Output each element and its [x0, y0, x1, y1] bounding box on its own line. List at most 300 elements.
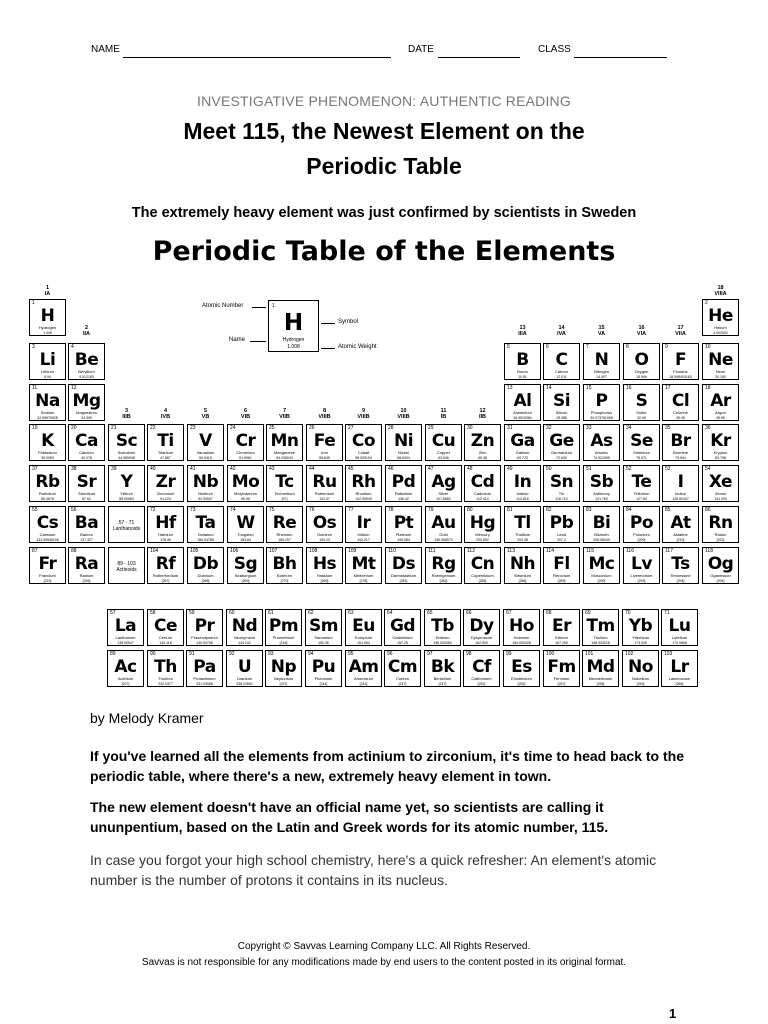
element-name: Iodine — [675, 491, 686, 496]
element-number: 92 — [229, 651, 235, 657]
element-number: 66 — [466, 610, 472, 616]
element-cell-pr — [186, 609, 223, 646]
element-weight: 140.90766 — [196, 641, 213, 645]
element-symbol: Sc — [115, 431, 138, 451]
element-cell-yb — [622, 609, 659, 646]
element-symbol: Pm — [268, 616, 299, 636]
element-weight: 180.94788 — [197, 538, 214, 542]
element-symbol: Ag — [431, 472, 456, 492]
group-number: 18 — [717, 285, 724, 291]
element-number: 82 — [546, 507, 552, 513]
element-symbol: Nh — [509, 554, 536, 574]
element-cell-ca — [68, 424, 105, 461]
element-number: 8 — [626, 344, 629, 350]
element-cell-cl — [662, 384, 699, 421]
element-cell-mg — [68, 384, 105, 421]
element-weight: [294] — [716, 579, 725, 583]
element-number: 9 — [665, 344, 668, 350]
element-weight: [247] — [438, 682, 447, 686]
element-cell-in — [504, 465, 541, 502]
arrow-icon — [321, 348, 335, 349]
element-cell-n — [583, 343, 620, 380]
element-weight: 20.180 — [715, 375, 726, 379]
element-cell-lr — [661, 650, 698, 687]
element-name: Polonium — [633, 532, 650, 537]
element-number: 97 — [427, 651, 433, 657]
element-cell-np — [265, 650, 302, 687]
element-cell-mn — [266, 424, 303, 461]
element-name: Radium — [79, 573, 94, 578]
element-name: Hydrogen — [38, 325, 57, 330]
class-field[interactable] — [574, 57, 667, 58]
element-name: Neptunium — [273, 676, 294, 681]
element-name: Bohrium — [277, 573, 292, 578]
element-name: Lawrencium — [668, 676, 691, 681]
group-number: 17 — [677, 325, 684, 331]
element-cell-ru — [306, 465, 343, 502]
element-weight: 6.94 — [44, 375, 51, 379]
element-number: 49 — [507, 466, 513, 472]
element-name: Krypton — [713, 450, 728, 455]
element-name: Strontium — [77, 491, 96, 496]
element-cell-tb — [424, 609, 461, 646]
element-name: Beryllium — [78, 369, 95, 374]
group-number: 8 — [322, 408, 327, 414]
element-number: 110 — [388, 548, 396, 554]
element-name: Dysprosium — [470, 635, 493, 640]
element-weight: 167.259 — [555, 641, 568, 645]
element-symbol: Ac — [114, 657, 137, 677]
element-cell-rf — [147, 547, 184, 584]
placeholder-label: Actinoids — [116, 567, 137, 573]
element-number: 112 — [467, 548, 475, 554]
element-cell-bi — [583, 506, 620, 543]
element-weight: [281] — [399, 579, 408, 583]
element-symbol: V — [199, 431, 212, 451]
element-cell-hs — [306, 547, 343, 584]
group-number: 11 — [440, 408, 447, 414]
group-number: 14 — [558, 325, 565, 331]
element-weight: [251] — [477, 682, 486, 686]
element-weight: 107.8682 — [436, 497, 451, 501]
element-name: Erbium — [555, 635, 568, 640]
group-label-1 — [29, 285, 66, 297]
group-roman: IA — [44, 291, 51, 297]
element-name: Rhodium — [355, 491, 372, 496]
element-number: 30 — [467, 425, 473, 431]
element-symbol: Ra — [74, 554, 99, 574]
key-name: Hydrogen — [282, 337, 305, 343]
element-weight: 30.973761998 — [590, 416, 613, 420]
element-cell-ir — [345, 506, 382, 543]
element-name: Copernicium — [471, 573, 494, 578]
element-weight: [286] — [518, 579, 527, 583]
element-number: 96 — [387, 651, 393, 657]
group-label-7 — [266, 408, 303, 420]
element-weight: 200.592 — [476, 538, 489, 542]
element-cell-u — [226, 650, 263, 687]
element-weight: 106.42 — [398, 497, 409, 501]
element-weight: 112.414 — [476, 497, 489, 501]
element-number: 73 — [190, 507, 196, 513]
element-weight: [227] — [121, 682, 130, 686]
element-weight: 63.546 — [438, 456, 449, 460]
element-number: 54 — [705, 466, 711, 472]
element-name: Zinc — [478, 450, 487, 455]
group-roman: VIB — [240, 414, 251, 420]
element-cell-la — [107, 609, 144, 646]
element-cell-mt — [345, 547, 382, 584]
element-symbol: K — [41, 431, 54, 451]
element-cell-fl — [543, 547, 580, 584]
element-number: 93 — [268, 651, 274, 657]
element-cell-ho — [503, 609, 540, 646]
element-weight: [269] — [241, 579, 250, 583]
element-weight: 40.078 — [81, 456, 92, 460]
element-cell-sr — [68, 465, 105, 502]
group-number: 15 — [598, 325, 605, 331]
element-name: Meitnerium — [353, 573, 374, 578]
element-name: Seaborgium — [234, 573, 257, 578]
element-name: Copper — [436, 450, 451, 455]
paragraph-2: The new element doesn't have an official name yet, so scientists are calling it ununpentium, based on the Latin and Greek words for its atomic number, 115. — [90, 799, 609, 835]
element-name: Antimony — [593, 491, 610, 496]
key-atomic-number-label: Atomic Number — [202, 303, 244, 309]
element-symbol: Er — [552, 616, 571, 636]
element-cell-ne — [702, 343, 739, 380]
element-weight: [293] — [637, 579, 646, 583]
element-cell-lu — [661, 609, 698, 646]
element-number: 102 — [625, 651, 634, 657]
element-name: Phosphorus — [590, 410, 613, 415]
element-weight: 118.710 — [555, 497, 568, 501]
element-weight: 10.81 — [518, 375, 527, 379]
element-name: Calcium — [79, 450, 94, 455]
element-weight: 178.49 — [160, 538, 171, 542]
element-weight: 55.845 — [319, 456, 330, 460]
element-weight: 18.998403163 — [669, 375, 692, 379]
element-cell-cf — [463, 650, 500, 687]
element-number: 77 — [348, 507, 354, 513]
element-number: 58 — [150, 610, 156, 616]
element-weight: [269] — [320, 579, 329, 583]
element-weight: [145] — [279, 641, 288, 645]
element-name: Boron — [517, 369, 528, 374]
element-weight: 183.84 — [240, 538, 251, 542]
element-number: 37 — [32, 466, 38, 472]
element-number: 22 — [150, 425, 156, 431]
element-symbol: Cn — [470, 554, 495, 574]
element-number: 72 — [150, 507, 156, 513]
element-symbol: Al — [513, 391, 532, 411]
element-symbol: Kr — [710, 431, 731, 451]
element-cell-sc — [108, 424, 145, 461]
element-symbol: Fl — [553, 554, 570, 574]
element-cell-pb — [543, 506, 580, 543]
element-symbol: Pa — [193, 657, 216, 677]
element-name: Rubidium — [39, 491, 56, 496]
element-name: Hafnium — [158, 532, 173, 537]
element-number: 7 — [586, 344, 589, 350]
element-weight: 87.62 — [82, 497, 91, 501]
element-name: Holmium — [513, 635, 530, 640]
element-symbol: Bi — [592, 513, 611, 533]
element-number: 64 — [387, 610, 393, 616]
element-symbol: Cf — [472, 657, 491, 677]
element-number: 118 — [705, 548, 713, 554]
element-symbol: He — [708, 306, 733, 326]
element-cell-au — [425, 506, 462, 543]
element-weight: [257] — [557, 682, 566, 686]
arrow-icon — [321, 323, 335, 324]
date-field[interactable] — [438, 57, 520, 58]
element-name: Argon — [715, 410, 726, 415]
element-symbol: Tm — [586, 616, 615, 636]
element-cell-cu — [425, 424, 462, 461]
element-name: Rhenium — [276, 532, 293, 537]
group-roman: VIIIA — [714, 291, 727, 297]
element-cell-er — [543, 609, 580, 646]
element-cell-ce — [147, 609, 184, 646]
element-symbol: Am — [348, 657, 379, 677]
element-weight: [210] — [676, 538, 685, 542]
element-symbol: Pb — [549, 513, 574, 533]
element-symbol: La — [114, 616, 137, 636]
element-number: 101 — [585, 651, 594, 657]
element-name: Thulium — [593, 635, 608, 640]
element-number: 84 — [626, 507, 632, 513]
group-number: 9 — [361, 408, 366, 414]
element-weight: 127.60 — [636, 497, 647, 501]
element-name: Praseodymium — [191, 635, 218, 640]
element-symbol: Yb — [628, 616, 653, 636]
group-label-15 — [583, 325, 620, 337]
element-cell-gd — [384, 609, 421, 646]
element-name: Platinum — [395, 532, 412, 537]
element-weight: [289] — [557, 579, 566, 583]
element-number: 1 — [32, 300, 35, 306]
element-weight: 22.98976928 — [37, 416, 58, 420]
key-symbol: H — [283, 310, 304, 336]
element-name: Europium — [354, 635, 373, 640]
element-number: 65 — [427, 610, 433, 616]
element-name: Helium — [714, 325, 727, 330]
element-symbol: Cm — [387, 657, 418, 677]
element-weight: 204.38 — [517, 538, 528, 542]
element-symbol: Rg — [431, 554, 456, 574]
group-roman: VIIIB — [397, 414, 410, 420]
element-weight: 14.007 — [596, 375, 607, 379]
actinoids-placeholder — [108, 547, 145, 584]
element-symbol: C — [555, 350, 568, 370]
placeholder-range: 89 - 103 — [117, 561, 136, 567]
element-name: Tantalum — [197, 532, 214, 537]
element-name: Technetium — [274, 491, 295, 496]
element-weight: 132.90545196 — [36, 538, 59, 542]
group-label-3 — [108, 408, 145, 420]
element-symbol: Fr — [38, 554, 57, 574]
element-weight: [267] — [161, 579, 170, 583]
element-cell-pa — [186, 650, 223, 687]
element-weight: [294] — [676, 579, 685, 583]
element-name: Iridium — [357, 532, 370, 537]
element-cell-fm — [543, 650, 580, 687]
group-roman: VIIA — [675, 331, 686, 337]
key-atomic-weight-label: Atomic Weight — [338, 344, 377, 350]
element-name: Zirconium — [156, 491, 175, 496]
element-symbol: Ne — [708, 350, 733, 370]
element-cell-s — [623, 384, 660, 421]
element-cell-rh — [345, 465, 382, 502]
element-symbol: Sn — [549, 472, 574, 492]
element-weight: [247] — [398, 682, 407, 686]
element-symbol: Hf — [155, 513, 176, 533]
element-cell-hg — [464, 506, 501, 543]
element-weight: 168.934218 — [591, 641, 610, 645]
element-symbol: Bh — [272, 554, 297, 574]
element-symbol: S — [635, 391, 648, 411]
element-name: Samarium — [314, 635, 333, 640]
element-number: 26 — [309, 425, 315, 431]
element-number: 51 — [586, 466, 592, 472]
element-name: Ytterbium — [631, 635, 650, 640]
element-cell-fr — [29, 547, 66, 584]
element-weight: 231.03588 — [196, 682, 213, 686]
element-cell-ds — [385, 547, 422, 584]
element-number: 75 — [269, 507, 275, 513]
element-number: 80 — [467, 507, 473, 513]
element-symbol: Mt — [351, 554, 376, 574]
element-number: 91 — [189, 651, 195, 657]
disclaimer-notice: Savvas is not responsible for any modifications made by end users to the content posted in its original format. — [141, 957, 627, 968]
element-symbol: Zr — [155, 472, 176, 492]
element-weight: 164.930328 — [512, 641, 531, 645]
element-symbol: I — [677, 472, 684, 492]
element-cell-cd — [464, 465, 501, 502]
element-cell-bk — [424, 650, 461, 687]
element-symbol: Tl — [514, 513, 531, 533]
element-weight: 208.98040 — [593, 538, 610, 542]
group-roman: IVA — [557, 331, 566, 337]
element-name: Dubnium — [197, 573, 214, 578]
element-name: Mendelevium — [588, 676, 613, 681]
element-name: Magnesium — [76, 410, 97, 415]
element-weight: [237] — [279, 682, 288, 686]
element-symbol: N — [594, 350, 609, 370]
element-name: Francium — [39, 573, 56, 578]
element-cell-eu — [345, 609, 382, 646]
element-symbol: Sg — [233, 554, 258, 574]
element-cell-sb — [583, 465, 620, 502]
element-weight: [258] — [596, 682, 605, 686]
element-cell-tl — [504, 506, 541, 543]
element-number: 55 — [32, 507, 38, 513]
element-number: 4 — [71, 344, 74, 350]
element-weight: 15.999 — [636, 375, 647, 379]
element-weight: 207.2 — [557, 538, 566, 542]
element-symbol: Ru — [312, 472, 337, 492]
element-name: Silver — [438, 491, 449, 496]
element-number: 50 — [546, 466, 552, 472]
element-symbol: Ga — [510, 431, 535, 451]
element-name: Cobalt — [357, 450, 370, 455]
element-number: 5 — [507, 344, 510, 350]
element-name: Nobelium — [632, 676, 649, 681]
element-cell-at — [662, 506, 699, 543]
element-cell-si — [543, 384, 580, 421]
element-number: 56 — [71, 507, 77, 513]
element-symbol: Rn — [708, 513, 733, 533]
element-cell-ra — [68, 547, 105, 584]
element-number: 69 — [585, 610, 591, 616]
element-number: 106 — [230, 548, 239, 554]
element-symbol: Mn — [270, 431, 299, 451]
element-weight: 79.904 — [675, 456, 686, 460]
element-number: 79 — [428, 507, 434, 513]
element-cell-as — [583, 424, 620, 461]
group-label-11 — [425, 408, 462, 420]
element-symbol: Og — [707, 554, 734, 574]
element-weight: 162.500 — [475, 641, 488, 645]
element-symbol: Cr — [235, 431, 256, 451]
element-name: Tellurium — [633, 491, 650, 496]
group-number: 1 — [45, 285, 50, 291]
element-cell-th — [147, 650, 184, 687]
element-symbol: Tb — [431, 616, 454, 636]
element-name: Potassium — [38, 450, 57, 455]
element-weight: 47.867 — [160, 456, 171, 460]
key-symbol-label: Symbol — [338, 319, 359, 325]
element-number: 100 — [546, 651, 555, 657]
element-name: Neon — [715, 369, 726, 374]
element-weight: 126.90447 — [672, 497, 689, 501]
element-cell-mo — [227, 465, 264, 502]
group-label-14 — [543, 325, 580, 337]
element-symbol: F — [674, 350, 687, 370]
element-number: 16 — [626, 385, 632, 391]
element-number: 15 — [586, 385, 592, 391]
element-weight: 65.38 — [478, 456, 487, 460]
element-cell-pt — [385, 506, 422, 543]
element-weight: 50.9415 — [199, 456, 212, 460]
element-cell-no — [622, 650, 659, 687]
element-symbol: Ti — [157, 431, 174, 451]
element-weight: 1.008 — [43, 331, 52, 335]
element-cell-li — [29, 343, 66, 380]
element-symbol: Pt — [393, 513, 414, 533]
group-roman: VIIIB — [318, 414, 331, 420]
name-field[interactable] — [123, 57, 391, 58]
element-name: Germanium — [551, 450, 572, 455]
element-number: 18 — [705, 385, 711, 391]
element-cell-cs — [29, 506, 66, 543]
element-number: 53 — [665, 466, 671, 472]
element-name: Bismuth — [594, 532, 609, 537]
element-cell-sg — [227, 547, 264, 584]
group-roman: IIIA — [518, 331, 527, 337]
element-symbol: Ir — [356, 513, 371, 533]
element-name: Carbon — [554, 369, 569, 374]
element-name: Mercury — [475, 532, 490, 537]
copyright-notice: Copyright © Savvas Learning Company LLC. All Rights Reserved. — [237, 941, 531, 952]
element-cell-rn — [702, 506, 739, 543]
element-number: 41 — [190, 466, 196, 472]
element-symbol: Ar — [710, 391, 731, 411]
element-symbol: Ge — [549, 431, 574, 451]
group-roman: VA — [597, 331, 606, 337]
group-roman: VIIB — [279, 414, 290, 420]
page-number: 1 — [669, 1006, 677, 1021]
